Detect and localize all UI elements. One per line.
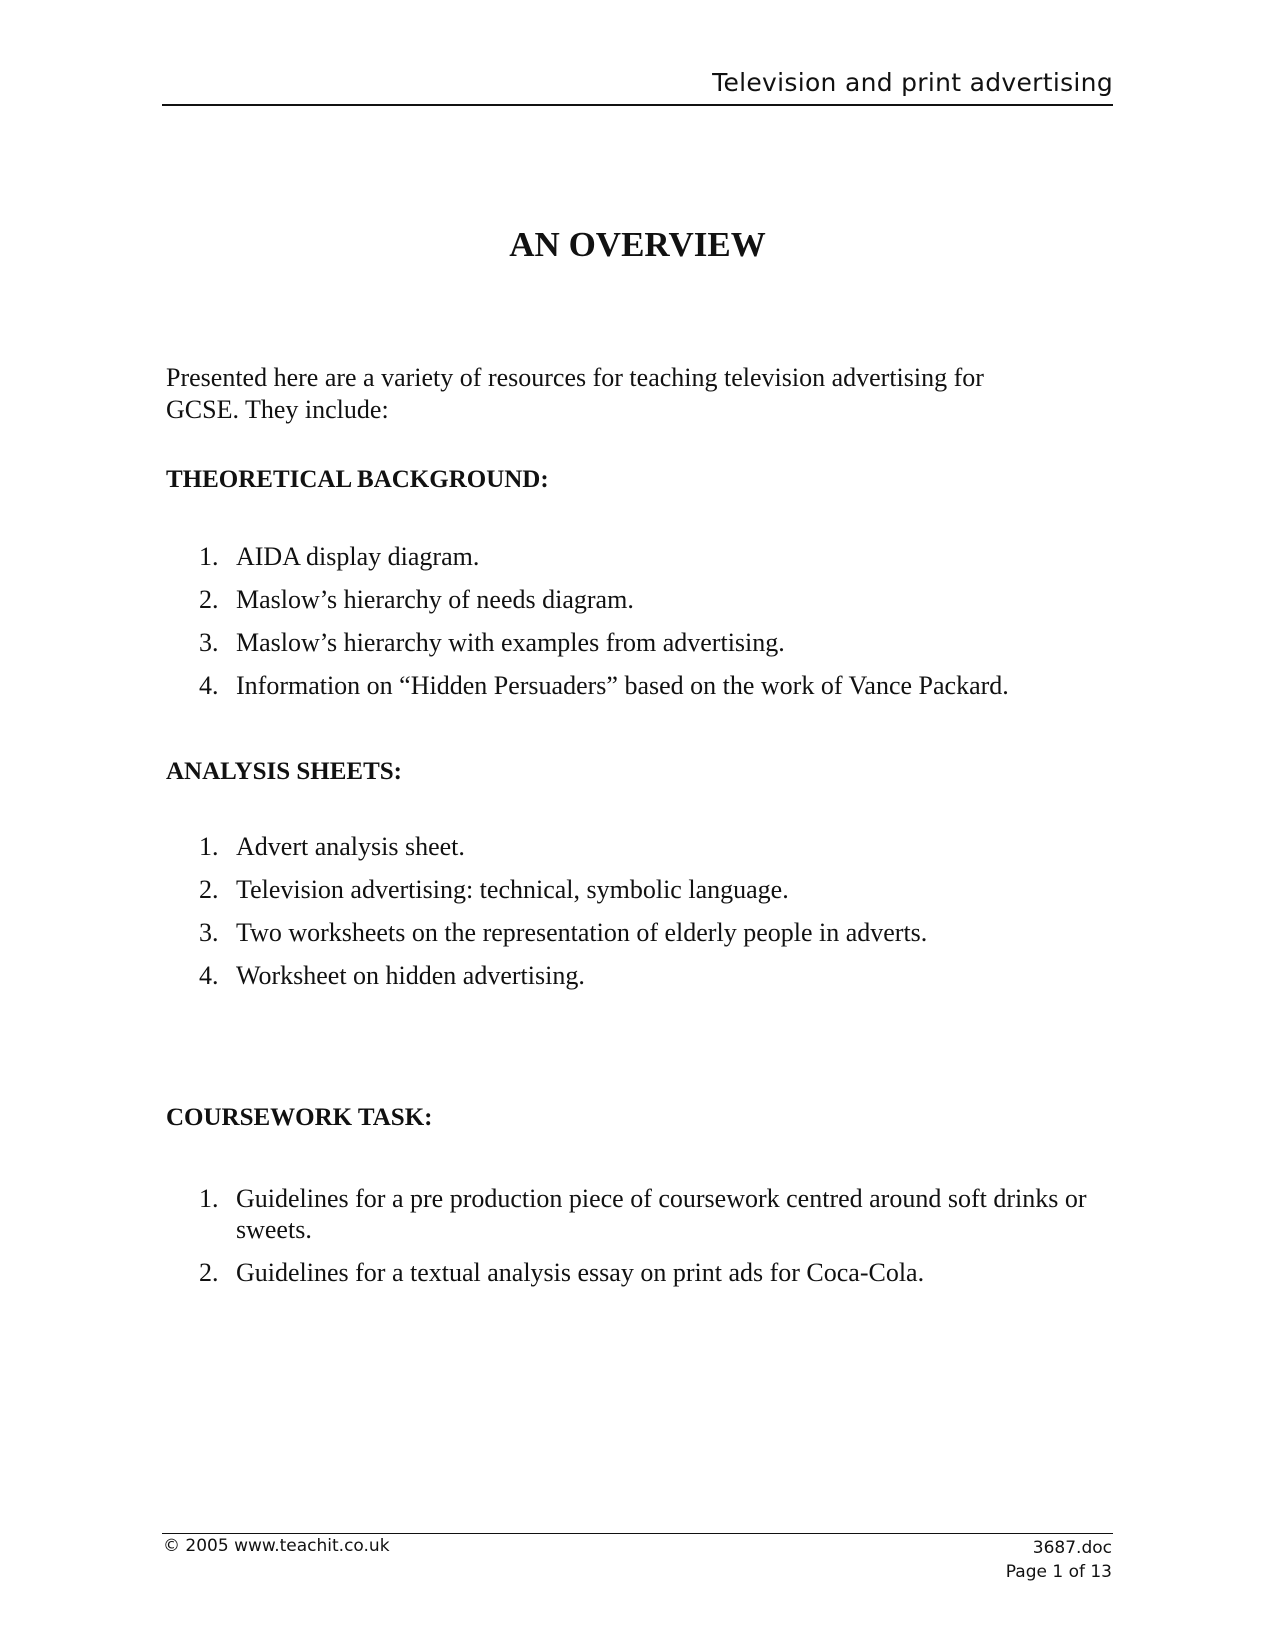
list-item-text: Guidelines for a textual analysis essay on print ads for Coca-Cola.: [236, 1258, 925, 1287]
list-item-text: Information on “Hidden Persuaders” based on the work of Vance Packard.: [236, 671, 1009, 700]
list-item-text: Two worksheets on the representation of elderly people in adverts.: [236, 918, 928, 947]
list-item-number: 3.: [199, 918, 219, 947]
footer-copyright: © 2005 www.teachit.co.uk: [163, 1536, 390, 1556]
list-item-text: Maslow’s hierarchy of needs diagram.: [236, 585, 634, 614]
list-item-text: Guidelines for a pre production piece of coursework centred around soft drinks or sweets.: [236, 1184, 1087, 1244]
list-item-text: Maslow’s hierarchy with examples from advertising.: [236, 628, 785, 657]
footer-document-info: [1006, 1536, 1112, 1584]
page-title: AN OVERVIEW: [509, 225, 766, 264]
list-item: [166, 541, 1116, 572]
coursework-task-list: [166, 1183, 1116, 1300]
list-item: [166, 874, 1116, 905]
list-item-number: 2.: [199, 585, 219, 614]
header-divider: [162, 104, 1113, 106]
footer-page-number: Page 1 of 13: [1005, 1562, 1112, 1582]
list-item: [166, 627, 1116, 658]
section-heading-analysis-sheets: ANALYSIS SHEETS:: [166, 758, 402, 785]
section-heading-coursework-task: COURSEWORK TASK:: [166, 1104, 433, 1131]
list-item-text: Worksheet on hidden advertising.: [236, 961, 585, 990]
list-item-text: Advert analysis sheet.: [236, 832, 465, 861]
list-item-number: 1.: [199, 832, 219, 861]
list-item: [166, 917, 1116, 948]
running-header: Television and print advertising: [712, 68, 1113, 97]
list-item: [166, 584, 1116, 615]
section-heading-theoretical-background: THEORETICAL BACKGROUND:: [166, 466, 549, 493]
list-item-number: 4.: [199, 961, 219, 990]
list-item: [166, 1183, 1116, 1245]
list-item-number: 3.: [199, 628, 219, 657]
intro-paragraph: Presented here are a variety of resources for teaching television advertising for GCSE. They include:: [166, 363, 984, 424]
list-item-text: AIDA display diagram.: [236, 542, 480, 571]
list-item-number: 1.: [199, 542, 219, 571]
list-item-text: Television advertising: technical, symbolic language.: [236, 875, 789, 904]
analysis-sheets-list: [166, 831, 1116, 1003]
footer-divider: [162, 1533, 1113, 1534]
list-item: [166, 1257, 1116, 1288]
theoretical-background-list: [166, 541, 1116, 713]
list-item: [166, 670, 1116, 701]
list-item: [166, 831, 1116, 862]
list-item-number: 4.: [199, 671, 219, 700]
list-item-number: 2.: [199, 1258, 219, 1287]
list-item-number: 2.: [199, 875, 219, 904]
list-item: [166, 960, 1116, 991]
footer-doc-name: 3687.doc: [1032, 1538, 1112, 1558]
list-item-number: 1.: [199, 1184, 219, 1213]
